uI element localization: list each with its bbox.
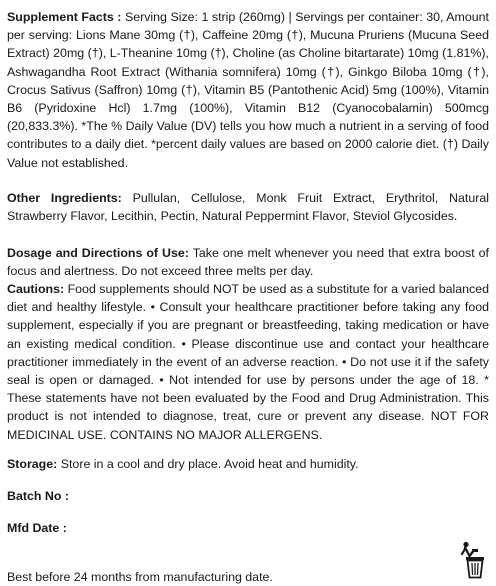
storage-section bbox=[7, 455, 489, 473]
tidyman-bin-icon bbox=[457, 541, 487, 579]
storage-heading: Storage: bbox=[7, 457, 58, 471]
best-before-text: Best before 24 months from manufacturing date. bbox=[7, 570, 273, 584]
cautions-text: Food supplements should NOT be used as a substitute for a varied balanced diet and healthy lifestyle. • Consult your healthcare practitioner before taking any food supplement, especially if you are pregnant or breastfeeding, taking medication or have an existing medical condition. • Please discontinue use and contact your healthcare practitioner immediately in the event of an adverse reaction. • Do not use it if the safety seal is open or damaged. • Not intended for use by persons under the age of 18. * These statements have not been evaluated by the Food and Drug Administration. This product is not intended to diagnose, treat, cure or prevent any disease. NOT FOR MEDICINAL USE. CONTAINS NO MAJOR ALLERGENS. bbox=[7, 282, 489, 442]
supplement-facts-text: Serving Size: 1 strip (260mg) | Servings per container: 30, Amount per serving: Lions Mane 30mg (†), Caffeine 20mg (†), Mucuna Pruriens (Mucuna Seed Extract) 20mg (†), L-Theanine 10mg (†), Choline (as Choline bitartarate) 10mg (1.81%), Ashwagandha Root Extract (Withania somnifera) 10mg (†), Ginkgo Biloba 10mg (†), Crocus Sativus (Saffron) 10mg (†), Vitamin B5 (Pantothenic Acid) 5mg (100%), Vitamin B6 (Pyridoxine Hcl) 1.7mg (100%), Vitamin B12 (Cyanocobalamin) 500mcg (20,833.3%). *The % Daily Value (DV) tells you how much a nutrient in a serving of food contributes to a daily diet. *percent daily values are based on 2000 calorie diet. (†) Daily Value not established. bbox=[7, 10, 489, 170]
dosage-heading: Dosage and Directions of Use: bbox=[7, 246, 189, 260]
other-ingredients-text: Pullulan, Cellulose, Monk Fruit Extract, Erythritol, Natural Strawberry Flavor, Lecithin, Pectin, Natural Peppermint Flavor, Steviol Glycosides. bbox=[7, 191, 489, 224]
batch-number-label: Batch No : bbox=[7, 489, 69, 503]
other-ingredients-heading: Other Ingredients: bbox=[7, 191, 122, 205]
manufacture-date-label: Mfd Date : bbox=[7, 521, 67, 535]
other-ingredients-section bbox=[7, 189, 489, 225]
storage-text: Store in a cool and dry place. Avoid heat and humidity. bbox=[60, 457, 359, 471]
supplement-facts-section bbox=[7, 8, 489, 172]
dosage-text: Take one melt whenever you need that extra boost of focus and alertness. Do not exceed three melts per day. bbox=[7, 246, 489, 279]
cautions-heading: Cautions: bbox=[7, 282, 65, 296]
dosage-section bbox=[7, 244, 489, 280]
cautions-section bbox=[7, 280, 489, 444]
supplement-facts-heading: Supplement Facts : bbox=[7, 10, 122, 24]
